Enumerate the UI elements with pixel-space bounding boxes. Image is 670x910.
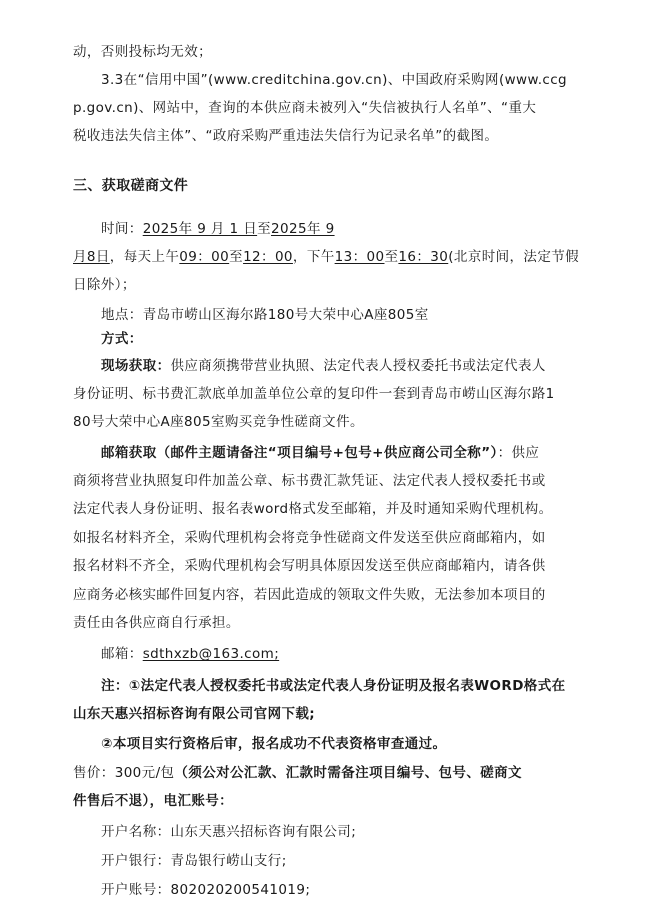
text-line: 商须将营业执照复印件加盖公章、标书费汇款凭证、法定代表人授权委托书或 [73,473,546,489]
time-line-2: 月8日，每天上午09：00至12：00，下午13：00至16：30(北京时间，法定节假 [73,249,580,265]
text-line: 如报名材料齐全，采购代理机构会将竞争性磋商文件发送至供应商邮箱内，如 [73,530,546,546]
price-line-2: 件售后不退），电汇账号： [73,793,234,809]
note-line-2: 山东天惠兴招标咨询有限公司官网下载; [73,706,316,722]
text-line: 应商务必核实邮件回复内容，若因此造成的领取文件失败，无法参加本项目的 [73,587,546,603]
text-line: 责任由各供应商自行承担。 [73,615,240,631]
section-heading: 三、获取磋商文件 [73,178,189,194]
end-date-part2: 月8日 [73,249,110,265]
method-label: 方式： [101,331,143,347]
email-line-1: 邮箱获取（邮件主题请备注“项目编号+包号+供应商公司全称”）：供应 [101,445,540,461]
location-line: 地点：青岛市崂山区海尔路180号大荣中心A座805室 [101,307,429,323]
time-line: 时间：2025年 9 月 1 日至2025年 9 [101,221,335,237]
text-line: p.gov.cn)、网站中，查询的本供应商未被列入“失信被执行人名单”、“重大 [73,100,537,116]
text-line: 3.3在“信用中国”(www.creditchina.gov.cn)、中国政府采购网(www.ccg [101,72,568,88]
text-line: 报名材料不齐全，采购代理机构会写明具体原因发送至供应商邮箱内，请各供 [73,558,546,574]
account-number: 开户账号：802020200541019; [101,882,311,898]
account-name: 开户名称：山东天惠兴招标咨询有限公司; [101,824,357,840]
note-line-1: 注：①法定代表人授权委托书或法定代表人身份证明及报名表WORD格式在 [101,678,566,694]
text-line: 身份证明、标书费汇款底单加盖单位公章的复印件一套到青岛市崂山区海尔路1 [73,386,555,402]
onsite-line-1: 现场获取：供应商须携带营业执照、法定代表人授权委托书或法定代表人 [101,358,546,374]
mailbox-line: 邮箱：sdthxzb@163.com; [101,646,280,662]
text-line: 税收违法失信主体”、“政府采购严重违法失信行为记录名单”的截图。 [73,128,499,144]
text-line: 动，否则投标均无效； [73,44,212,60]
text-line: 法定代表人身份证明、报名表word格式发至邮箱，并及时通知采购代理机构。 [73,501,553,517]
note-line-3: ②本项目实行资格后审，报名成功不代表资格审查通过。 [101,736,447,752]
price-line-1: 售价：300元/包（须公对公汇款、汇款时需备注项目编号、包号、磋商文 [73,765,522,781]
text-line: 日除外）； [73,277,136,293]
end-date-part1: 2025年 9 [271,221,335,237]
mailbox-link[interactable]: sdthxzb@163.com; [142,646,280,662]
start-date: 2025年 9 月 1 日 [142,221,258,237]
text-line: 80号大荣中心A座805室购买竞争性磋商文件。 [73,414,364,430]
account-bank: 开户银行：青岛银行崂山支行; [101,853,287,869]
